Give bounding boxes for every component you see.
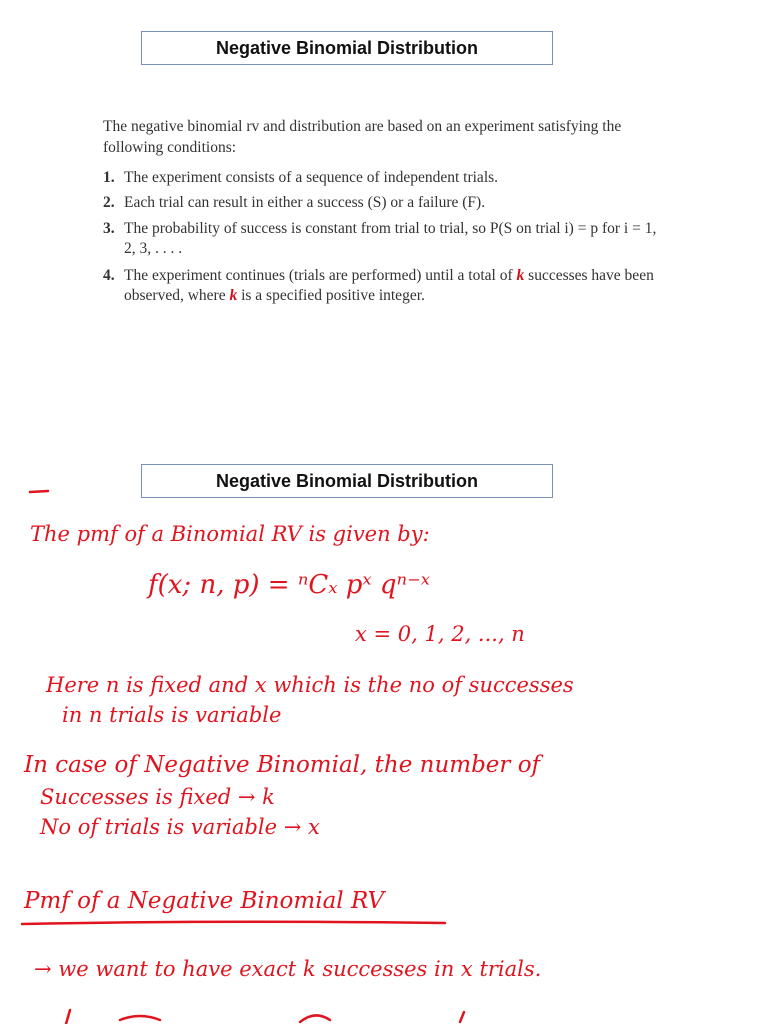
note-n-fixed: Here n is fixed and x which is the no of successes — [46, 673, 574, 697]
note-trials-variable: No of trials is variable → x — [40, 815, 320, 839]
intro-paragraph: The negative binomial rv and distribution are based on an experiment satisfying the following conditions: — [103, 118, 622, 156]
condition-number: 2. — [103, 194, 115, 211]
note-negative-binomial-pmf-heading: Pmf of a Negative Binomial RV — [24, 888, 385, 914]
note-successes-fixed: Successes is fixed → k — [40, 785, 275, 809]
slide1-title: Negative Binomial Distribution — [141, 31, 553, 65]
note-x-range: x = 0, 1, 2, ..., n — [355, 622, 525, 646]
condition-number: 3. — [103, 220, 115, 237]
condition-text: The experiment consists of a sequence of independent trials. — [124, 169, 499, 186]
condition-text-b: successes have been observed, where — [124, 267, 654, 304]
condition-text-c: is a specified positive integer. — [237, 287, 425, 304]
condition-text-a: The experiment continues (trials are performed) until a total of — [124, 267, 517, 284]
ink-dash-mark — [28, 486, 52, 496]
condition-text — [124, 266, 669, 306]
handwritten-k-mark: k — [229, 287, 238, 304]
condition-text: The probability of success is constant from trial to trial, so P(S on trial i) = p for i = 1, 2, 3, . . . . — [124, 220, 657, 257]
slide2-title: Negative Binomial Distribution — [141, 464, 553, 498]
condition-number: 4. — [103, 267, 115, 284]
condition-number: 1. — [103, 169, 115, 186]
condition-text: Each trial can result in either a success (S) or a failure (F). — [124, 194, 486, 211]
handwritten-k-mark: k — [516, 267, 525, 284]
note-negative-binomial-case: In case of Negative Binomial, the number of — [24, 752, 541, 778]
note-binomial-pmf-formula: f(x; n, p) = ⁿCₓ pˣ qⁿ⁻ˣ — [148, 570, 431, 600]
note-exact-k-successes: → we want to have exact k successes in x trials. — [34, 957, 542, 981]
ink-underline — [20, 918, 450, 930]
note-n-trials-variable: in n trials is variable — [62, 703, 282, 727]
note-binomial-pmf-intro: The pmf of a Binomial RV is given by: — [30, 522, 430, 546]
ink-partial-line — [60, 1004, 490, 1024]
